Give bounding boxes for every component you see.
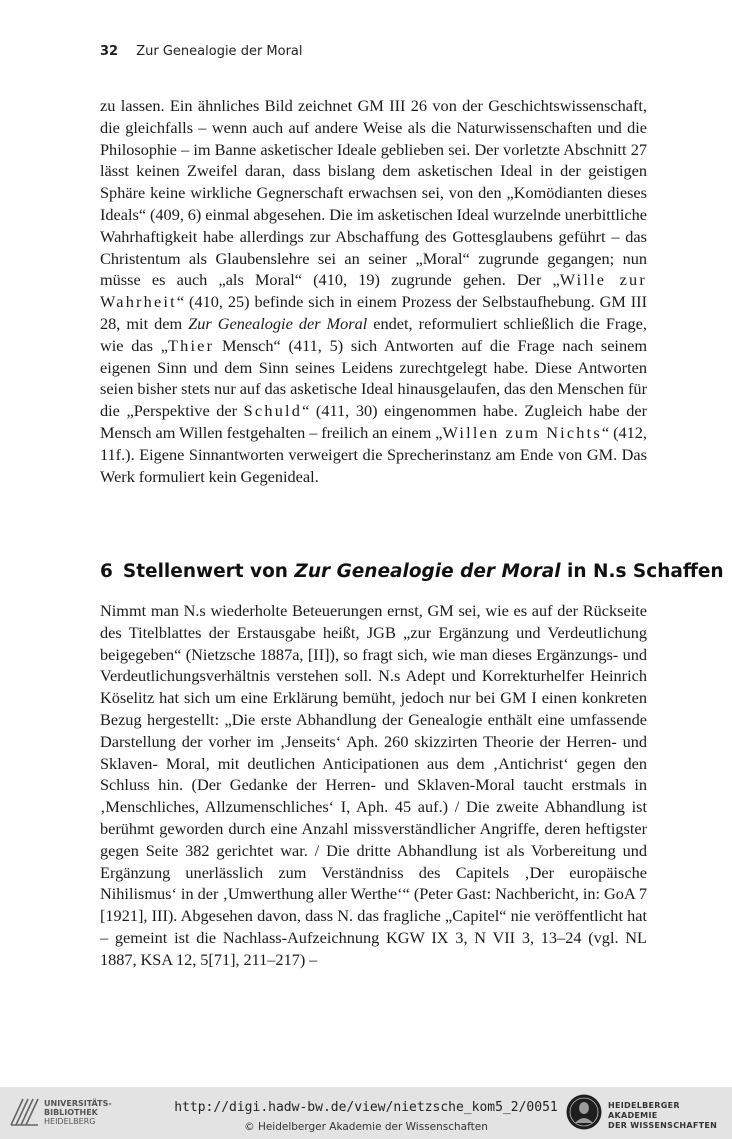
library-line: HEIDELBERG [44, 1117, 96, 1126]
text-run: “ (410, 25) befinde sich in einem Prozess der Selbstaufhebung. GM III 28, mit dem [100, 292, 647, 333]
academy-name [608, 1101, 732, 1131]
text-run: “ (412, 11f.). Eigene Sinnantworten verweigert die Sprecherinstanz am Ende von GM. Das Werk formuliert kein Gegenideal. [100, 422, 647, 486]
text-run: endet, reformuliert schließlich die Frage, wie das „ [100, 313, 647, 355]
italic-title: Zur Genealogie der Moral [188, 313, 368, 333]
spaced-emphasis: Schuld [243, 401, 303, 421]
running-head [100, 44, 303, 59]
library-line: UNIVERSITÄTS- [44, 1099, 112, 1108]
spaced-emphasis: Willen zum Nichts [442, 422, 602, 442]
copyright-notice: © Heidelberger Akademie der Wissenschaften [244, 1121, 488, 1133]
section-title-part: Stellenwert von [122, 561, 295, 582]
running-title: Zur Genealogie der Moral [136, 44, 303, 59]
page-number: 32 [100, 44, 119, 59]
footer-bar [0, 1087, 732, 1139]
text-run: Mensch“ (411, 5) sich Antworten auf die Frage nach seinem eigenen Sinn und dem Sinn seines Leidens zurechtgelegt habe. Diese Antworten seien bisher stets nur auf das asketische Ideal hinausgelaufen, das den Menschen für die „Perspektive der [100, 335, 647, 421]
spaced-emphasis: Wille zur Wahrheit [100, 270, 647, 312]
text-run: zu lassen. Ein ähnliches Bild zeichnet GM III 26 von der Geschichtswissenschaft, die gleichfalls – wenn auch auf andere Weise als die Naturwissenschaften und die Philosophie – im Banne asketischer Ideale geblieben sei. Der vorletzte Abschnitt 27 lässt keinen Zweifel daran, dass bislang dem asketischen Ideal in der geistigen Sphäre keine wirkliche Gegnerschaft erwachsen sei, von den „Komödianten dieses Ideals“ (409, 6) einmal abgesehen. Die im asketischen Ideal wurzelnde unerbittliche Wahrhaftigkeit habe allerdings zur Abschaffung des Gottesglaubens geführt – das Christentum als Glaubenslehre sei an seiner „Moral“ zugrunde gegangen; nun müsse es auch „als Moral“ (410, 19) zugrunde gehen. Der „ [100, 96, 647, 290]
section-number: 6 [100, 561, 113, 582]
academy-seal-icon [565, 1093, 603, 1131]
body-paragraph-2: Nimmt man N.s wiederholte Beteuerungen ernst, GM sei, wie es auf der Rückseite des Titelblattes der Erstausgabe heißt, JGB „zur Ergänzung und Verdeutlichung beigegeben“ (Nietzsche 1887a, [II]), so fragt sich, wie man dieses Ergänzungs- und Verdeutlichungsverhältnis verstehen soll. N.s Adept und Korrekturhelfer Heinrich Köselitz hat sich um eine Erklärung bemüht, jedoch nur bei GM I einen konkreten Bezug hergestellt: „Die erste Abhandlung der Genealogie enthält eine umfassende Darstellung der vorher im ‚Jenseits‘ Aph. 260 skizzirten Theorie der Herren- und Sklaven- Moral, mit deutlichen Anticipationen aus dem ‚Antichrist‘ gegen den Schluss hin. (Der Gedanke der Herren- und Sklaven-Moral taucht erstmals in ‚Menschliches, Allzumenschliches‘ I, Aph. 45 auf.) / Die zweite Abhandlung ist berühmt geworden durch eine Anzahl missverständlicher Angriffe, deren heftigster gegen Seite 382 gerichtet war. / Die dritte Abhandlung ist als Vorbereitung und Ergänzung unerlässlich zum Verständniss des Capitels ‚Der europäische Nihilismus‘ in der ‚Umwerthung aller Werthe‘“ (Peter Gast: Nachbericht, in: GoA 7 [1921], III). Abgesehen davon, dass N. das fragliche „Capitel“ nie veröffentlicht hat – gemeint ist die Nachlass-Aufzeichnung KGW IX 3, N VII 3, 13–24 (vgl. NL 1887, KSA 12, 5[71], 211–217) – [100, 601, 647, 969]
spaced-emphasis: Thier [167, 335, 215, 355]
section-heading [100, 561, 724, 582]
academy-line: HEIDELBERGER AKADEMIE [608, 1101, 680, 1120]
source-url-link[interactable]: http://digi.hadw-bw.de/view/nietzsche_kom5_2/0051 [174, 1100, 558, 1115]
library-line: BIBLIOTHEK [44, 1108, 98, 1117]
section-title-italic: Zur Genealogie der Moral [294, 561, 561, 582]
section-title-part: in N.s Schaffen [560, 561, 724, 582]
text-run: “ (411, 30) eingenommen habe. Zugleich habe der Mensch am Willen festgehalten – freilich an einem „ [100, 401, 647, 442]
body-paragraph-1 [100, 95, 647, 487]
academy-line: DER WISSENSCHAFTEN [608, 1121, 718, 1130]
